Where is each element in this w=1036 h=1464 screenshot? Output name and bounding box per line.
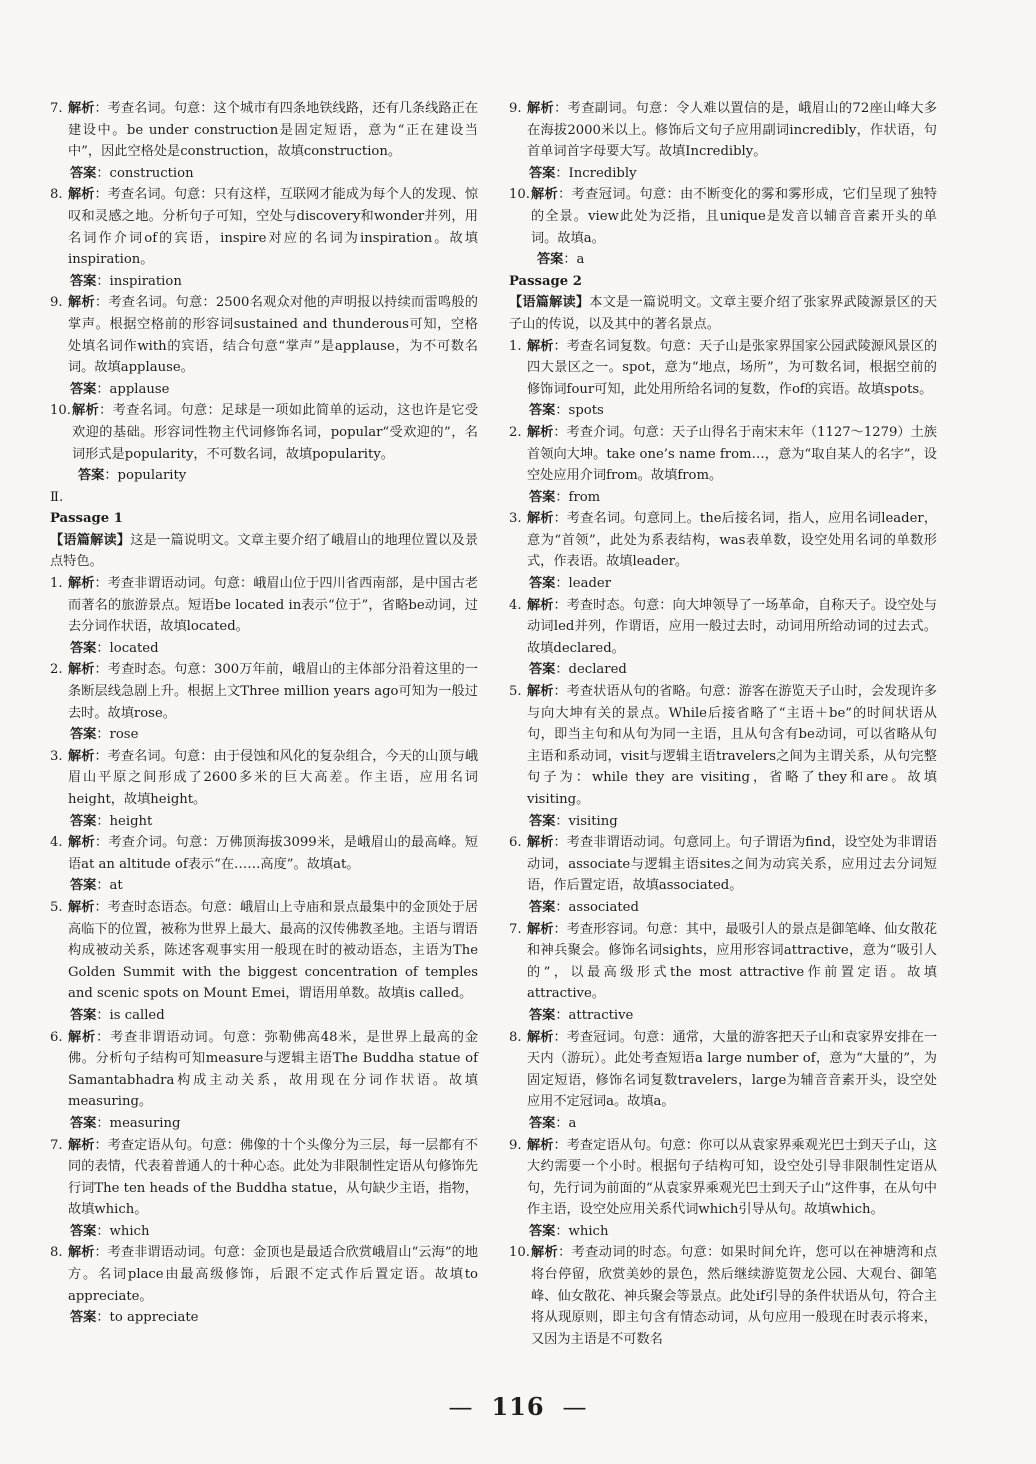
analysis-label: 解析 xyxy=(527,1029,554,1045)
answer-label: 答案 xyxy=(70,640,97,656)
analysis-label: 解析 xyxy=(68,748,95,764)
item-number: 4. xyxy=(509,597,522,613)
item-number: 8. xyxy=(50,1245,63,1261)
answer-value: ：spots xyxy=(555,403,604,419)
answer-value: ：visiting xyxy=(555,813,618,829)
page-number-value: 116 xyxy=(491,1392,545,1421)
answer-value: ：from xyxy=(555,489,601,505)
list-item xyxy=(509,508,937,573)
analysis-text: ：考查非谓语动词。句意：金顶也是最适合欣赏峨眉山“云海”的地方。名词place由最高级修饰，后跟不定式作后置定语。故填to appreciate。 xyxy=(68,1245,479,1304)
analysis-text: ：考查定语从句。句意：佛像的十个头像分为三层，每一层都有不同的表情，代表着普通人的十种心态。此处为非限制性定语从句修饰先行词The ten heads of the Buddha statue，从句缺少主语，指物，故填which。 xyxy=(68,1137,479,1218)
analysis-text: ：考查非谓语动词。句意：弥勒佛高48米，是世界上最高的金佛。分析句子结构可知measure与逻辑主语The Buddha statue of Samantabhadra构成主动关系，故用现在分词作状语。故填measuring。 xyxy=(68,1029,479,1110)
answer-line xyxy=(50,1113,478,1135)
list-item xyxy=(50,184,478,270)
answer-value: ：associated xyxy=(555,899,639,915)
answer-label: 答案 xyxy=(529,576,556,592)
list-item xyxy=(50,1242,478,1307)
analysis-label: 解析 xyxy=(531,1245,559,1261)
intro-text: 这是一篇说明文。文章主要介绍了峨眉山的地理位置以及景点特色。 xyxy=(50,532,479,570)
analysis-label: 解析 xyxy=(68,1245,95,1261)
answer-value: ：rose xyxy=(96,727,139,743)
analysis-text: ：考查名词。句意：2500名观众对他的声明报以持续而雷鸣般的掌声。根据空格前的形容词sustained and thunderous可知，空格处填名词作with的宾语，结合句意“掌声”是applause，为不可数名词。故填applause。 xyxy=(68,295,478,376)
answer-label: 答案 xyxy=(70,1310,97,1326)
item-number: 1. xyxy=(50,576,63,592)
answer-value: ：a xyxy=(555,1115,577,1131)
answer-value: ：Incredibly xyxy=(555,165,637,181)
answer-line xyxy=(509,1005,937,1027)
answer-value: ：which xyxy=(555,1223,609,1239)
answer-value: ：to appreciate xyxy=(96,1310,199,1326)
item-number: 9. xyxy=(509,101,522,116)
item-number: 8. xyxy=(509,1029,522,1045)
analysis-text: ：考查状语从句的省略。句意：游客在游览天子山时，会发现许多与向大坤有关的景点。While后接省略了“主语＋be”的时间状语从句，即当主句和从句为同一主语，且从句含有be动词，可以省略从句主语和系动词，visit与逻辑主语travelers之间为主谓关系，从句完整句子为：while they are visiting，省略了they和are。故填visiting。 xyxy=(527,684,938,807)
analysis-text: ：考查非谓语动词。句意同上。句子谓语为find，设空处为非谓语动词，associate与逻辑主语sites之间为动宾关系，应用过去分词短语，作后置定语，故填associated。 xyxy=(527,835,938,894)
answer-label: 答案 xyxy=(529,813,556,829)
passage-title: Passage 2 xyxy=(509,273,582,289)
answer-label: 答案 xyxy=(70,727,97,743)
analysis-label: 解析 xyxy=(531,187,559,203)
answer-label: 答案 xyxy=(78,468,105,484)
page-number xyxy=(0,1392,1036,1421)
answer-line xyxy=(509,1221,937,1243)
page-dash-left: — xyxy=(448,1393,474,1421)
list-item xyxy=(509,1027,937,1113)
item-number: 6. xyxy=(509,835,522,851)
answer-value: ：declared xyxy=(555,662,627,678)
intro-text: 本文是一篇说明文。文章主要介绍了张家界武陵源景区的天子山的传说，以及其中的著名景点。 xyxy=(509,295,938,332)
analysis-text: ：考查名词。句意：只有这样，互联网才能成为每个人的发现、惊叹和灵感之地。分析句子可知，空处与discovery和wonder并列，用名词作介词of的宾语，inspire对应的名词为inspiration。故填inspiration。 xyxy=(68,187,479,268)
item-number: 9. xyxy=(509,1137,522,1153)
answer-value: ：construction xyxy=(96,165,194,181)
list-item xyxy=(50,659,478,724)
item-number: 4. xyxy=(50,835,63,851)
list-item xyxy=(50,292,478,378)
answer-label: 答案 xyxy=(70,1223,97,1239)
passage-intro xyxy=(509,292,937,335)
analysis-text: ：考查动词的时态。句意：如果时间允许，您可以在神塘湾和点将台停留，欣赏美妙的景色，然后继续游览贺龙公园、大观台、御笔峰、仙女散花、神兵聚会等景点。此处if引导的条件状语从句，符合主将从现原则，即主句含有情态动词，从句应用一般现在时表示将来，又因为主语是不可数名 xyxy=(531,1245,938,1347)
answer-line xyxy=(509,249,937,271)
analysis-text: ：考查介词。句意：万佛顶海拔3099米，是峨眉山的最高峰。短语at an altitude of表示“在……高度”。故填at。 xyxy=(68,835,478,872)
passage-title: Passage 1 xyxy=(50,511,123,527)
answer-label: 答案 xyxy=(70,1115,97,1131)
analysis-text: ：考查冠词。句意：通常，大量的游客把天子山和袁家界安排在一天内（游玩）。此处考查短语a large number of，意为“大量的”，为固定短语，修饰名词复数travelers，large为辅音音素开头，设空处应用不定冠词a。故填a。 xyxy=(527,1029,938,1110)
answer-value: ：is called xyxy=(96,1007,165,1023)
answer-line xyxy=(50,163,478,185)
answer-line xyxy=(509,1113,937,1135)
analysis-text: ：考查形容词。句意：其中，最吸引人的景点是御笔峰、仙女散花和神兵聚会。修饰名词sights，应用形容词attractive，意为“吸引人的”，以最高级形式the most attractive作前置定语。故填attractive。 xyxy=(527,921,938,1002)
answer-value: ：located xyxy=(96,640,159,656)
answer-line xyxy=(509,897,937,919)
analysis-text: ：考查时态。句意：300万年前，峨眉山的主体部分沿着这里的一条断层线急剧上升。根据上文Three million years ago可知为一般过去时。故填rose。 xyxy=(68,662,479,721)
analysis-label: 解析 xyxy=(68,662,95,678)
analysis-label: 解析 xyxy=(68,187,95,203)
answer-value: ：inspiration xyxy=(96,273,182,289)
analysis-label: 解析 xyxy=(527,511,554,527)
analysis-label: 解析 xyxy=(72,403,100,419)
item-number: 2. xyxy=(509,424,522,440)
intro-tag: 【语篇解读】 xyxy=(509,295,590,311)
left-column xyxy=(50,98,478,1329)
answer-value: ：at xyxy=(96,878,123,894)
answer-label: 答案 xyxy=(70,1007,97,1023)
analysis-text: ：考查非谓语动词。句意：峨眉山位于四川省西南部，是中国古老而著名的旅游景点。短语be located in表示“位于”，省略be动词，过去分词作状语，故填located。 xyxy=(68,576,479,635)
list-item xyxy=(50,746,478,811)
analysis-text: ：考查副词。句意：令人难以置信的是，峨眉山的72座山峰大多在海拔2000米以上。修饰后文句子应用副词incredibly，作状语，句首单词首字母要大写。故填Incredibly。 xyxy=(527,101,938,160)
analysis-text: ：考查冠词。句意：由不断变化的雾和雾形成，它们呈现了独特的全景。view此处为泛指，且unique是发音以辅音音素开头的单词。故填a。 xyxy=(531,187,938,246)
answer-line xyxy=(509,400,937,422)
answer-label: 答案 xyxy=(70,165,97,181)
analysis-label: 解析 xyxy=(68,1137,95,1153)
answer-line xyxy=(50,811,478,833)
list-item xyxy=(50,573,478,638)
answer-label: 答案 xyxy=(70,878,97,894)
answer-line xyxy=(50,1221,478,1243)
analysis-text: ：考查名词。句意：由于侵蚀和风化的复杂组合，今天的山顶与峨眉山平原之间形成了2600多米的巨大高差。作主语，应用名词height，故填height。 xyxy=(68,748,479,807)
answer-label: 答案 xyxy=(529,1223,556,1239)
answer-line xyxy=(50,638,478,660)
answer-label: 答案 xyxy=(529,1115,556,1131)
analysis-label: 解析 xyxy=(527,597,554,613)
answer-label: 答案 xyxy=(70,381,97,397)
analysis-label: 解析 xyxy=(527,424,554,440)
answer-value: ：applause xyxy=(96,381,170,397)
analysis-label: 解析 xyxy=(527,101,555,116)
analysis-text: ：考查名词。句意同上。the后接名词，指人，应用名词leader，意为“首领”，此处为系表结构，was表单数，设空处用名词的单数形式，作表语。故填leader。 xyxy=(527,511,938,570)
answer-label: 答案 xyxy=(70,273,97,289)
analysis-label: 解析 xyxy=(527,338,554,354)
answer-line xyxy=(509,487,937,509)
item-number: 8. xyxy=(50,187,63,203)
list-item xyxy=(509,681,937,811)
analysis-text: ：考查定语从句。句意：你可以从袁家界乘观光巴士到天子山，这大约需要一个小时。根据句子结构可知，设空处引导非限制性定语从句，先行词为前面的“从袁家界乘观光巴士到天子山”这件事，在从句中作主语，设空处应用关系代词which引导从句。故填which。 xyxy=(527,1137,938,1218)
answer-label: 答案 xyxy=(529,1007,556,1023)
item-number: 5. xyxy=(509,684,522,700)
analysis-label: 解析 xyxy=(68,295,95,311)
right-column xyxy=(509,98,937,1350)
answer-value: ：leader xyxy=(555,576,611,592)
answer-value: ：which xyxy=(96,1223,150,1239)
answer-line xyxy=(50,379,478,401)
analysis-text: ：考查介词。句意：天子山得名于南宋末年（1127～1279）土族首领向大坤。take one’s name from…，意为“取自某人的名字”，设空处应用介词from。故填from。 xyxy=(527,424,937,484)
answer-label: 答案 xyxy=(529,489,556,505)
list-item xyxy=(509,919,937,1005)
item-number: 6. xyxy=(50,1029,63,1045)
list-item xyxy=(50,832,478,875)
list-item xyxy=(509,422,937,487)
page-dash-right: — xyxy=(562,1393,588,1421)
answer-line xyxy=(50,465,478,487)
list-item xyxy=(50,897,478,1005)
answer-label: 答案 xyxy=(70,813,97,829)
item-number: 2. xyxy=(50,662,63,678)
list-item xyxy=(50,400,478,465)
list-item xyxy=(50,98,478,163)
analysis-label: 解析 xyxy=(68,1029,97,1045)
analysis-label: 解析 xyxy=(68,835,95,851)
item-number: 10. xyxy=(509,187,530,203)
answer-line xyxy=(509,163,937,185)
analysis-label: 解析 xyxy=(68,899,95,915)
answer-label: 答案 xyxy=(529,403,556,419)
item-number: 10. xyxy=(50,403,71,419)
list-item xyxy=(509,98,937,163)
answer-label: 答案 xyxy=(537,252,564,268)
analysis-label: 解析 xyxy=(68,576,95,592)
analysis-label: 解析 xyxy=(527,835,554,851)
analysis-label: 解析 xyxy=(527,684,554,700)
passage-intro xyxy=(50,530,478,573)
analysis-text: ：考查时态语态。句意：峨眉山上寺庙和景点最集中的金顶处于居高临下的位置，被称为世界上最大、最高的汉传佛教圣地。主语与谓语构成被动关系，陈述客观事实用一般现在时的被动语态，主语为The Golden Summit with the biggest concentration of temples and scenic spots on Mount Emei，谓语用单数。故填is called。 xyxy=(68,899,479,1002)
item-number: 7. xyxy=(509,921,522,937)
answer-label: 答案 xyxy=(529,662,556,678)
answer-value: ：attractive xyxy=(555,1007,634,1023)
analysis-text: ：考查名词。句意：足球是一项如此简单的运动，这也许是它受欢迎的基础。形容词性物主代词修饰名词，popular“受欢迎的”，名词形式是popularity，不可数名词，故填popularity。 xyxy=(72,403,479,462)
analysis-text: ：考查时态。句意：向大坤领导了一场革命，自称天子。设空处与动词led并列，作谓语，应用一般过去时，动词用所给动词的过去式。故填declared。 xyxy=(527,597,938,656)
analysis-text: ：考查名词复数。句意：天子山是张家界国家公园武陵源风景区的四大景区之一。spot，意为“地点，场所”，为可数名词，根据空前的修饰词four可知，此处用所给名词的复数，作of的宾语。故填spots。 xyxy=(527,338,938,397)
answer-value: ：height xyxy=(96,813,153,829)
item-number: 5. xyxy=(50,899,63,915)
item-number: 3. xyxy=(509,511,522,527)
item-number: 9. xyxy=(50,295,63,311)
answer-line xyxy=(509,659,937,681)
answer-label: 答案 xyxy=(529,165,556,181)
item-number: 10. xyxy=(509,1245,530,1261)
list-item xyxy=(509,595,937,660)
answer-value: ：measuring xyxy=(96,1115,181,1131)
answer-line xyxy=(509,811,937,833)
answer-value: ：a xyxy=(563,252,585,268)
answer-line xyxy=(50,271,478,293)
analysis-label: 解析 xyxy=(68,101,95,116)
answer-line xyxy=(50,1005,478,1027)
answer-line xyxy=(50,875,478,897)
list-item xyxy=(509,1135,937,1221)
analysis-label: 解析 xyxy=(527,1137,554,1153)
list-item xyxy=(509,336,937,401)
item-number: 7. xyxy=(50,1137,63,1153)
list-item xyxy=(509,184,937,249)
item-number: 7. xyxy=(50,101,63,116)
answer-line xyxy=(509,573,937,595)
answer-value: ：popularity xyxy=(104,468,187,484)
answer-label: 答案 xyxy=(529,899,556,915)
intro-tag: 【语篇解读】 xyxy=(50,532,131,548)
answer-line xyxy=(50,724,478,746)
list-item xyxy=(50,1135,478,1221)
list-item xyxy=(509,1242,937,1350)
list-item xyxy=(50,1027,478,1113)
analysis-label: 解析 xyxy=(527,921,554,937)
answer-line xyxy=(50,1307,478,1329)
analysis-text: ：考查名词。句意：这个城市有四条地铁线路，还有几条线路正在建设中。be under construction是固定短语，意为“正在建设当中”，因此空格处是construction，故填construction。 xyxy=(68,101,479,160)
item-number: 1. xyxy=(509,338,522,354)
item-number: 3. xyxy=(50,748,63,764)
section-number: Ⅱ. xyxy=(50,489,64,505)
list-item xyxy=(509,832,937,897)
